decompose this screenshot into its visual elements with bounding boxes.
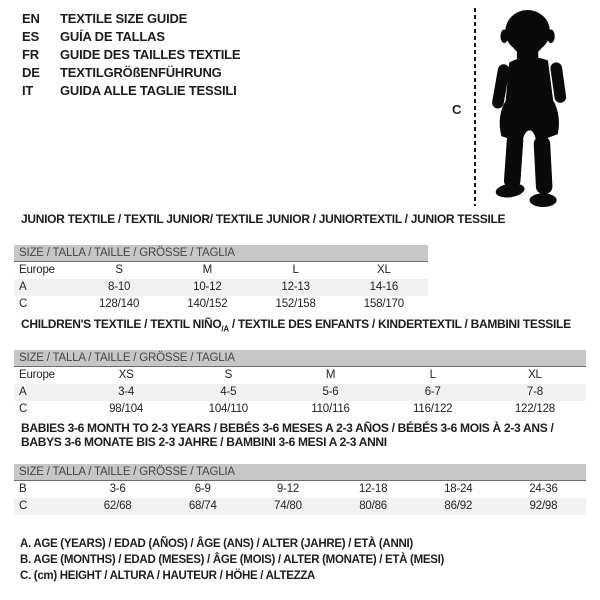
table-cell: XL <box>528 369 542 382</box>
table-cell: S <box>224 369 233 382</box>
table-cell: M <box>202 264 213 277</box>
language-row <box>22 10 240 28</box>
table-row <box>14 262 428 279</box>
height-marker-label: C <box>452 102 462 117</box>
table-cell: 6-7 <box>424 386 441 399</box>
table-cell: 92/98 <box>529 500 558 512</box>
table-row <box>14 296 428 313</box>
table-cell: 116/122 <box>413 403 453 416</box>
table-cell: 62/68 <box>103 500 132 512</box>
row-label: A <box>19 386 27 399</box>
table-cell: S <box>115 264 123 277</box>
table-cell: 7-8 <box>526 386 543 399</box>
baby-silhouette-icon <box>482 8 579 210</box>
language-row <box>22 82 240 100</box>
table-title-line1: BABIES 3-6 MONTH TO 2-3 YEARS / BEBÉS 3-6 MESES A 2-3 AÑOS / BÉBÉS 3-6 MOIS À 2-3 ANS / <box>21 421 554 435</box>
language-label: TEXTILE SIZE GUIDE <box>60 11 188 26</box>
table-cell: L <box>292 264 299 277</box>
row-label: C <box>19 500 28 512</box>
table-cell: 158/170 <box>363 298 404 311</box>
language-code: DE <box>22 65 40 80</box>
table-cell: 10-12 <box>193 281 222 294</box>
footnotes <box>20 536 444 584</box>
table-title-line2: BABYS 3-6 MONATE BIS 2-3 JAHRE / BAMBINI 3-6 MESI A 2-3 ANNI <box>21 435 387 449</box>
row-label: C <box>19 298 28 311</box>
row-label: Europe <box>19 264 55 277</box>
table-cell: 14-16 <box>369 281 399 294</box>
table-cell: 8-10 <box>108 281 131 294</box>
language-label: GUIDE DES TAILLES TEXTILE <box>60 47 241 62</box>
table-body <box>14 481 586 515</box>
language-row <box>22 64 240 82</box>
table-cell: 6-9 <box>194 483 211 495</box>
table-cell: 104/110 <box>208 403 248 416</box>
table-cell: 18-24 <box>444 483 473 495</box>
table-row <box>14 401 586 418</box>
table-cell: 5-6 <box>322 386 339 399</box>
row-label: C <box>19 403 28 416</box>
footnote-c: C. (cm) HEIGHT / ALTURA / HAUTEUR / HÖHE / ALTEZZA <box>20 570 316 582</box>
table-cell: 86/92 <box>444 500 473 512</box>
table-title: CHILDREN'S TEXTILE / TEXTIL $NIÑO_{/A}$ / TEXTILE DES ENFANTS / KINDERTEXTIL / BAMBINI TESSILE <box>21 317 571 334</box>
size-header-bar: SIZE / TALLA / TAILLE / GRÖSSE / TAGLIA <box>14 464 586 481</box>
row-label: A <box>19 281 27 294</box>
table-title: JUNIOR TEXTILE / TEXTIL JUNIOR/ TEXTILE JUNIOR / JUNIORTEXTIL / JUNIOR TESSILE <box>21 212 506 226</box>
table-cell: 12-18 <box>358 483 388 495</box>
table-row <box>14 481 586 498</box>
table-cell: 3-6 <box>109 483 126 495</box>
table-cell: 110/116 <box>311 403 350 416</box>
table-row <box>14 279 428 296</box>
height-dashed-line-icon <box>474 8 476 206</box>
table-cell: 98/104 <box>109 403 144 416</box>
babies-textile-section <box>14 421 586 515</box>
table-cell: 80/86 <box>359 500 387 512</box>
size-header-bar: SIZE / TALLA / TAILLE / GRÖSSE / TAGLIA <box>14 245 428 262</box>
table-body <box>14 262 428 313</box>
table-cell: 140/152 <box>187 298 228 311</box>
language-code: EN <box>22 11 40 26</box>
children-textile-section <box>14 317 586 418</box>
language-label: TEXTILGRÖßENFÜHRUNG <box>60 65 222 80</box>
table-title <box>14 421 586 449</box>
table-cell: 3-4 <box>118 386 135 399</box>
table-cell: 74/80 <box>274 500 302 512</box>
table-cell: 9-12 <box>276 483 300 495</box>
language-label: GUIDA ALLE TAGLIE TESSILI <box>60 83 237 98</box>
language-header <box>22 10 240 100</box>
language-code: FR <box>22 47 39 62</box>
table-cell: 4-5 <box>220 386 237 399</box>
table-cell: L <box>429 369 436 382</box>
row-label: Europe <box>19 369 55 382</box>
table-body <box>14 367 586 418</box>
size-header-bar: SIZE / TALLA / TAILLE / GRÖSSE / TAGLIA <box>14 350 586 367</box>
table-cell: 68/74 <box>188 500 217 512</box>
table-cell: XS <box>118 369 134 382</box>
row-label: B <box>19 483 27 495</box>
language-row <box>22 46 240 64</box>
table-row <box>14 498 586 515</box>
junior-textile-section <box>14 212 506 313</box>
table-row <box>14 384 586 401</box>
footnote-a: A. AGE (YEARS) / EDAD (AÑOS) / ÂGE (ANS) / ALTER (JAHRE) / ETÀ (ANNI) <box>20 538 413 550</box>
table-cell: 128/140 <box>99 298 140 311</box>
table-cell: 12-13 <box>281 281 310 294</box>
table-cell: XL <box>377 264 391 277</box>
table-cell: 152/158 <box>275 298 316 311</box>
language-row <box>22 28 240 46</box>
language-label: GUÍA DE TALLAS <box>60 29 165 44</box>
table-cell: 24-36 <box>529 483 558 495</box>
table-cell: M <box>325 369 336 382</box>
table-row <box>14 367 586 384</box>
footnote-b: B. AGE (MONTHS) / EDAD (MESES) / ÂGE (MOIS) / ALTER (MONATE) / ETÀ (MESI) <box>20 554 445 566</box>
language-code: IT <box>22 83 34 98</box>
language-code: ES <box>22 29 39 44</box>
table-cell: 122/128 <box>514 403 555 416</box>
